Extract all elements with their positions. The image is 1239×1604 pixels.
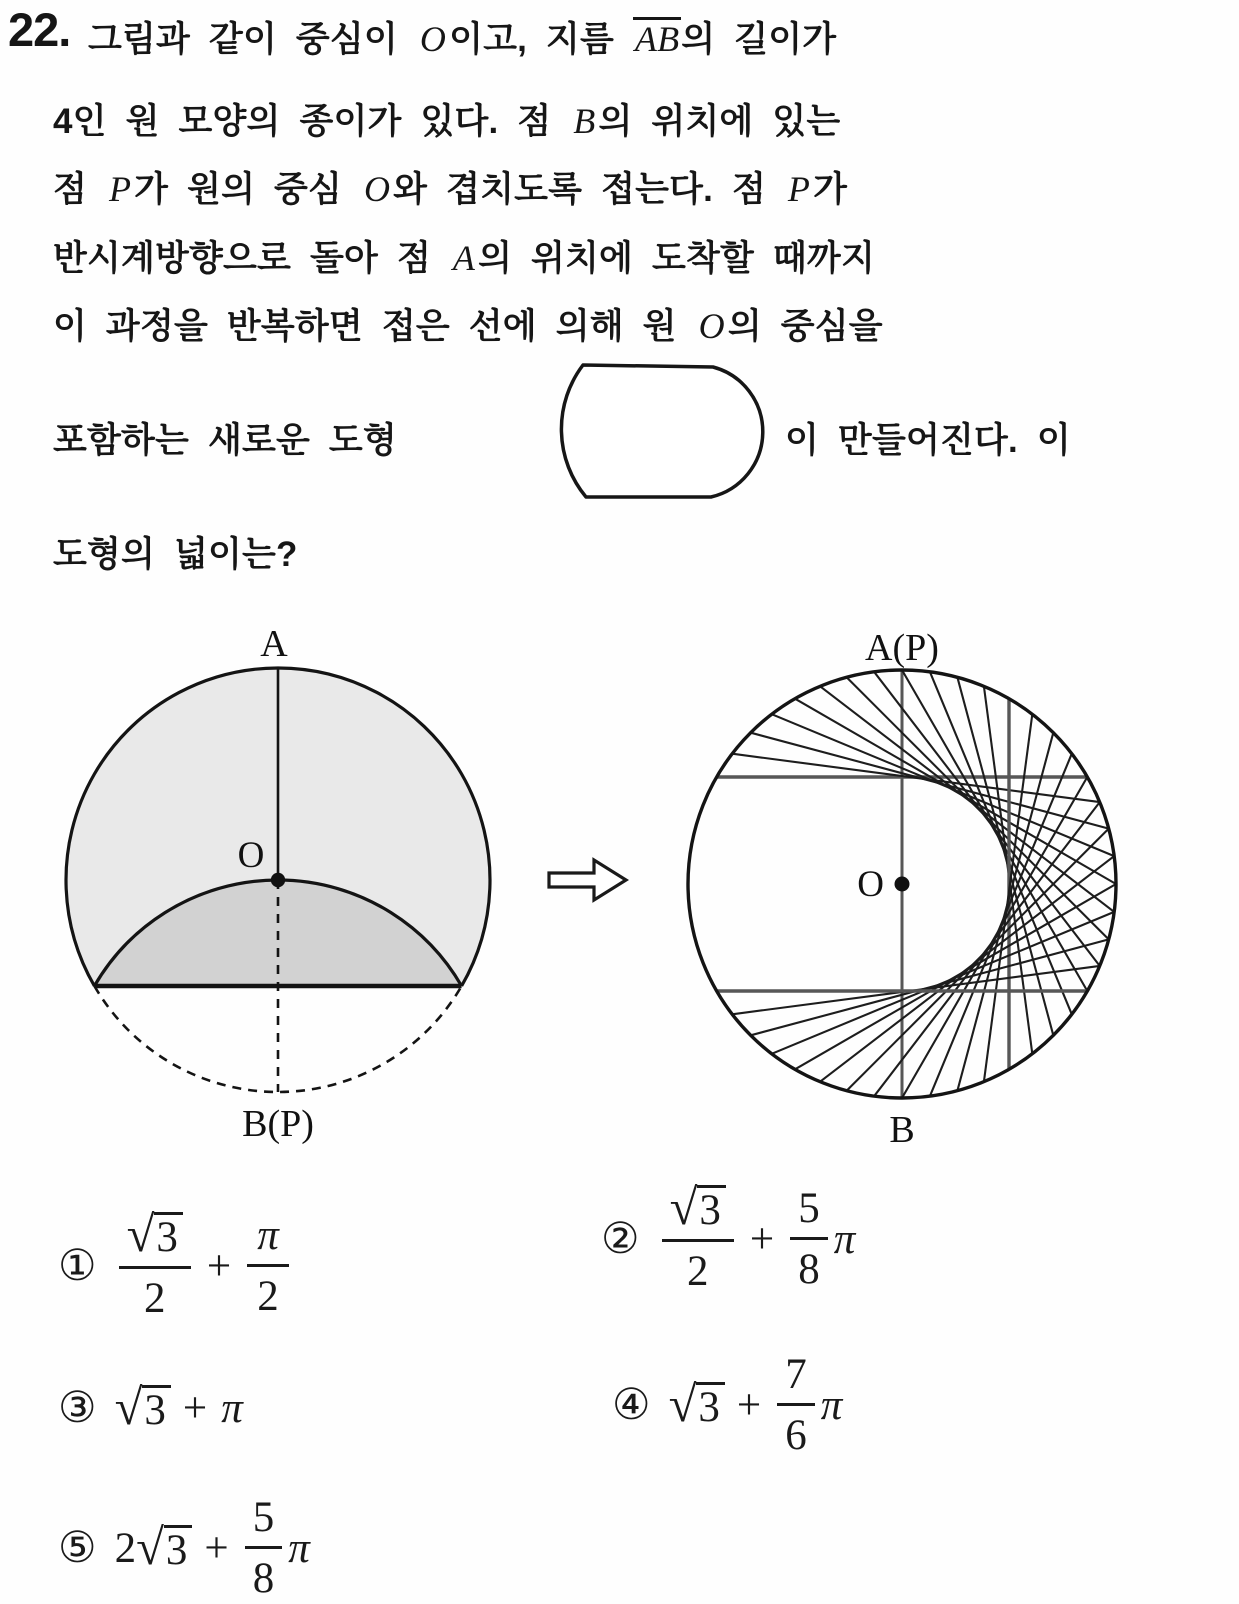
- choice-expression: [658, 1179, 858, 1295]
- label-B: B: [889, 1109, 915, 1151]
- text-segment: 점: [53, 170, 106, 209]
- math-token: 8: [252, 1555, 275, 1602]
- answer-choice-2: [601, 1165, 857, 1313]
- math-var: A: [452, 238, 476, 278]
- radical-icon: √: [114, 1378, 143, 1435]
- math-var: O: [363, 169, 391, 209]
- text-segment: 이 만들어진다. 이: [785, 421, 1071, 460]
- label-O: O: [237, 835, 265, 876]
- choice-expression: [115, 1206, 293, 1322]
- math-token: π: [221, 1384, 243, 1432]
- math-token: 2: [257, 1273, 279, 1320]
- fraction: [662, 1179, 734, 1295]
- text-segment: 이고, 지름: [449, 20, 633, 59]
- choice-number: ①: [58, 1240, 97, 1291]
- text-segment: 도형의 넓이는?: [53, 535, 298, 574]
- text-segment: 반시계방향으로 돌아 점: [53, 239, 450, 278]
- problem-text-line-1: [88, 12, 836, 62]
- fraction: [245, 1496, 283, 1600]
- choice-number: ⑤: [58, 1522, 97, 1573]
- answer-choice-3: [58, 1368, 245, 1448]
- math-token: π: [820, 1381, 843, 1429]
- math-var: B: [573, 101, 596, 141]
- operator: +: [749, 1215, 775, 1263]
- radical-icon: √: [668, 1375, 697, 1432]
- math-var: P: [787, 169, 811, 209]
- radical-icon: √: [136, 1518, 164, 1575]
- center-point: [895, 877, 910, 892]
- math-var: O: [419, 19, 447, 59]
- math-token: 2: [114, 1524, 137, 1572]
- problem-text-line-2: [53, 94, 840, 144]
- math-token: 7: [785, 1351, 807, 1398]
- choice-number: ③: [58, 1382, 97, 1433]
- text-segment: 의 길이가: [681, 20, 837, 59]
- problem-number: 22.: [8, 3, 71, 56]
- text-segment: 포함하는 새로운 도형: [53, 421, 397, 460]
- fraction: [777, 1353, 815, 1457]
- choice-number: ④: [612, 1379, 651, 1430]
- radical-icon: √: [126, 1206, 155, 1263]
- math-token: 2: [143, 1274, 166, 1322]
- math-token: 5: [798, 1185, 820, 1232]
- center-point: [271, 873, 285, 887]
- label-BP: B(P): [242, 1103, 314, 1145]
- fraction: [119, 1206, 191, 1322]
- answer-choice-4: [612, 1330, 844, 1480]
- choice-number: ②: [601, 1213, 640, 1264]
- sqrt-expression: √ 3: [669, 1382, 725, 1429]
- math-token: π: [288, 1524, 310, 1572]
- radical-icon: √: [669, 1179, 698, 1236]
- text-segment: 4인 원 모양의 종이가 있다. 점: [53, 102, 571, 141]
- math-var: O: [698, 306, 725, 346]
- math-var-overline: AB: [634, 19, 680, 59]
- text-segment: 이 과정을 반복하면 접은 선에 의해 원: [53, 307, 696, 346]
- problem-text-line-6-before-shape: [53, 413, 397, 463]
- fraction: [790, 1187, 828, 1291]
- math-token: π: [257, 1212, 279, 1259]
- text-segment: 가 원의 중심: [134, 170, 361, 209]
- problem-text-line-6-after-shape: [785, 413, 1071, 463]
- math-token: 2: [686, 1247, 709, 1295]
- right-circle-figure: [658, 598, 1150, 1160]
- math-token: π: [833, 1215, 856, 1263]
- operator: +: [204, 1524, 229, 1572]
- text-segment: 의 위치에 도착할 때까지: [478, 239, 875, 278]
- problem-text-line-4: [53, 231, 875, 281]
- problem-text-line-7: [53, 527, 298, 577]
- operator: +: [736, 1381, 762, 1429]
- math-token: 5: [252, 1494, 275, 1541]
- choice-expression: [669, 1353, 845, 1457]
- label-A: A: [260, 623, 288, 665]
- sqrt-expression: √ 3: [127, 1212, 183, 1259]
- label-AP: A(P): [865, 627, 939, 669]
- operator: +: [206, 1242, 232, 1290]
- new-shape-outline: [561, 365, 762, 497]
- choice-expression: [114, 1378, 245, 1435]
- sqrt-expression: √ 3: [136, 1525, 192, 1572]
- answer-choice-5: [58, 1478, 312, 1604]
- problem-text-line-3: [53, 162, 847, 212]
- arrow-outline: [549, 860, 626, 900]
- text-segment: 의 중심을: [727, 307, 883, 346]
- text-segment: 의 위치에 있는: [598, 102, 841, 141]
- text-segment: 와 겹치도록 접는다. 점: [393, 170, 785, 209]
- left-circle-figure: [40, 598, 520, 1160]
- operator: +: [182, 1384, 208, 1432]
- label-O: O: [857, 864, 884, 905]
- fraction: [247, 1214, 289, 1318]
- math-token: 6: [785, 1412, 807, 1459]
- text-segment: 가: [813, 170, 848, 209]
- problem-text-line-5: [53, 299, 883, 349]
- sqrt-expression: √ 3: [115, 1385, 171, 1432]
- text-segment: 그림과 같이 중심이: [88, 20, 417, 59]
- sqrt-expression: √ 3: [670, 1185, 726, 1232]
- math-token: 8: [798, 1246, 820, 1293]
- choice-expression: [115, 1496, 312, 1600]
- math-var: P: [108, 169, 132, 209]
- answer-choice-1: [58, 1192, 293, 1340]
- transform-arrow-icon: [546, 856, 632, 906]
- inline-new-shape-figure: [551, 357, 781, 509]
